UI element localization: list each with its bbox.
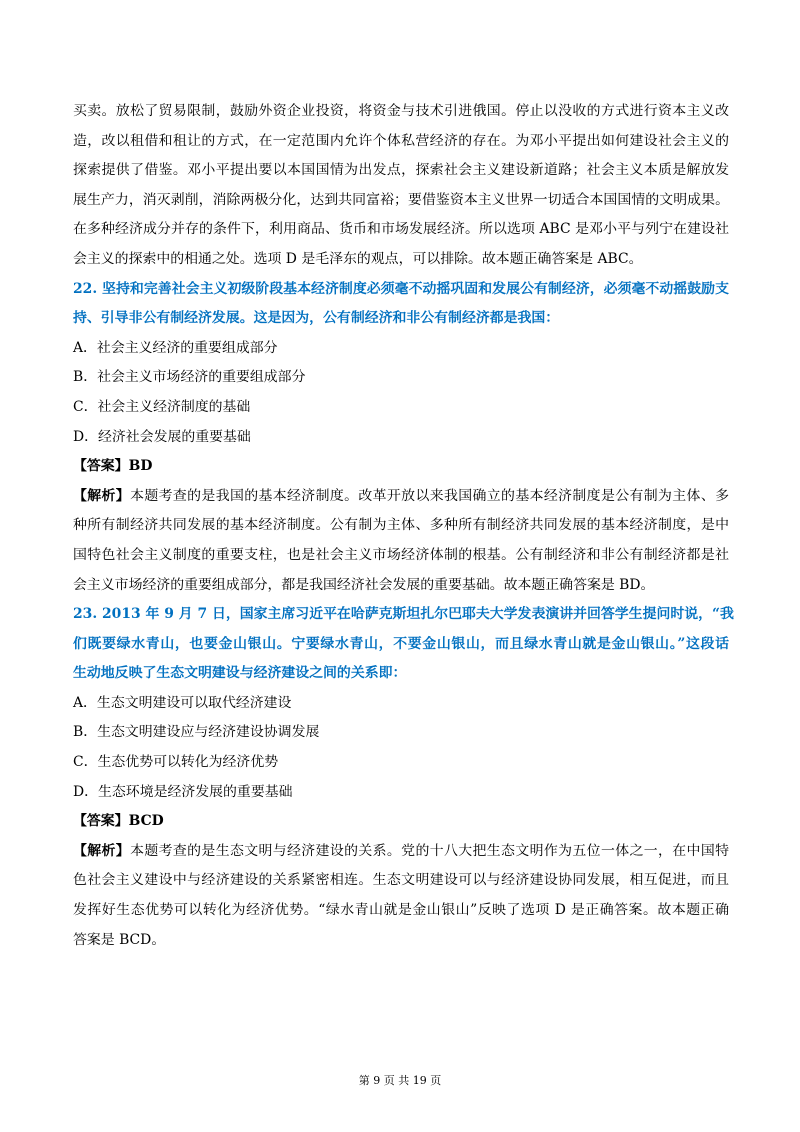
analysis-line: 答案是 BCD。 bbox=[73, 931, 166, 948]
continuation-paragraph bbox=[73, 97, 729, 275]
question-stem-line: 23. 2013 年 9 月 7 日，国家主席习近平在哈萨克斯坦扎尔巴耶夫大学发表演讲并回答学生提问时说，“我 bbox=[73, 606, 734, 623]
option-d: D．经济社会发展的重要基础 bbox=[73, 428, 251, 445]
analysis-line: 会主义市场经济的重要组成部分，都是我国经济社会发展的重要基础。故本题正确答案是 BD。 bbox=[73, 576, 655, 593]
question-stem-line: 22. 坚持和完善社会主义初级阶段基本经济制度必须毫不动摇巩固和发展公有制经济，必须毫不动摇鼓励支 bbox=[73, 280, 729, 297]
analysis-label: 【解析】 bbox=[73, 842, 131, 859]
continuation-line: 造，改以租借和租让的方式，在一定范围内允许个体私营经济的存在。为邓小平提出如何建设社会主义的 bbox=[73, 132, 729, 149]
answer-value: BD bbox=[128, 458, 153, 475]
answer-value: BCD bbox=[128, 813, 164, 830]
analysis-line: 国特色社会主义制度的重要支柱，也是社会主义市场经济体制的根基。公有制经济和非公有制经济都是社 bbox=[73, 546, 729, 563]
continuation-line: 买卖。放松了贸易限制，鼓励外资企业投资，将资金与技术引进俄国。停止以没收的方式进行资本主义改 bbox=[73, 103, 729, 119]
option-d: D．生态环境是经济发展的重要基础 bbox=[73, 783, 293, 800]
page-footer: 第 9 页 共 19 页 bbox=[358, 1074, 442, 1087]
analysis-label: 【解析】 bbox=[73, 487, 131, 504]
continuation-line: 探索提供了借鉴。邓小平提出要以本国国情为出发点，探索社会主义建设新道路；社会主义本质是解放发 bbox=[73, 162, 729, 179]
answer-line bbox=[73, 452, 729, 482]
question-23 bbox=[73, 600, 734, 955]
answer-label: 【答案】 bbox=[73, 458, 129, 475]
continuation-line: 在多种经济成分并存的条件下，利用商品、货币和市场发展经济。所以选项 ABC 是邓小平与列宁在建设社 bbox=[73, 221, 729, 238]
question-stem-line: 持、引导非公有制经济发展。这是因为，公有制经济和非公有制经济都是我国： bbox=[73, 310, 560, 327]
option-b: B．生态文明建设应与经济建设协调发展 bbox=[73, 724, 320, 741]
option-c: C．生态优势可以转化为经济优势 bbox=[73, 754, 279, 771]
continuation-line: 会主义的探索中的相通之处。选项 D 是毛泽东的观点，可以排除。故本题正确答案是 ABC。 bbox=[73, 250, 643, 267]
answer-label: 【答案】 bbox=[73, 813, 129, 830]
analysis-text: 本题考查的是我国的基本经济制度。改革开放以来我国确立的基本经济制度是公有制为主体、多 bbox=[130, 487, 729, 504]
option-a: A．社会主义经济的重要组成部分 bbox=[73, 339, 278, 356]
document-body bbox=[73, 97, 734, 955]
continuation-line: 展生产力，消灭剥削，消除两极分化，达到共同富裕；要借鉴资本主义世界一切适合本国国情的文明成果。 bbox=[73, 191, 729, 208]
answer-line bbox=[73, 807, 729, 837]
question-stem-line: 们既要绿水青山，也要金山银山。宁要绿水青山，不要金山银山，而且绿水青山就是金山银山。”这段话 bbox=[73, 635, 729, 652]
analysis-line bbox=[73, 837, 729, 867]
analysis-line: 色社会主义建设中与经济建设的关系紧密相连。生态文明建设可以与经济建设协同发展，相互促进，而且 bbox=[73, 872, 729, 889]
analysis-line: 发挥好生态优势可以转化为经济优势。“绿水青山就是金山银山”反映了选项 D 是正确答案。故本题正确 bbox=[73, 902, 729, 919]
option-c: C．社会主义经济制度的基础 bbox=[73, 398, 251, 415]
question-stem-line: 生动地反映了生态文明建设与经济建设之间的关系即： bbox=[73, 665, 407, 682]
analysis-line bbox=[73, 482, 729, 512]
analysis-text: 本题考查的是生态文明与经济建设的关系。党的十八大把生态文明作为五位一体之一，在中国特 bbox=[130, 842, 729, 859]
analysis-line: 种所有制经济共同发展的基本经济制度。公有制为主体、多种所有制经济共同发展的基本经济制度，是中 bbox=[73, 517, 729, 534]
option-b: B．社会主义市场经济的重要组成部分 bbox=[73, 369, 306, 386]
question-22 bbox=[73, 275, 729, 601]
option-a: A．生态文明建设可以取代经济建设 bbox=[73, 694, 292, 711]
